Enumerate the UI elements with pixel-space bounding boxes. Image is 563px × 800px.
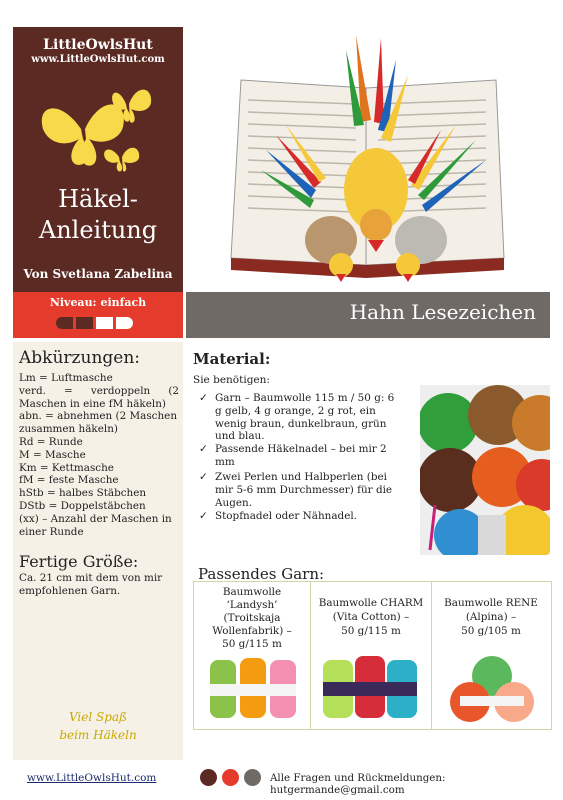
- product-photo: [186, 30, 550, 288]
- check-icon: ✓: [199, 471, 208, 483]
- abbr-item: Rd = Runde: [19, 435, 83, 448]
- title-line2: Anleitung: [38, 216, 158, 244]
- butterflies-logo: [31, 69, 171, 179]
- material-item: ✓ Stopfnadel oder Nähnadel.: [199, 510, 357, 522]
- abbr-item: abn. = abnehmen (2 Maschen zusammen häkeln): [19, 410, 178, 436]
- check-icon: ✓: [199, 443, 208, 455]
- left-info-column: [13, 342, 183, 760]
- footer-url-link[interactable]: www.LittleOwlsHut.com: [27, 772, 157, 784]
- level-block-4: [116, 317, 133, 329]
- abbr-item: (xx) – Anzahl der Maschen in einer Runde: [19, 512, 172, 538]
- size-text: Ca. 21 cm mit dem von mir empfohlenen Garn.: [19, 572, 163, 597]
- abbreviations-heading: Abkürzungen:: [19, 348, 141, 368]
- footer-dot-brown: [200, 769, 217, 786]
- abbr-item: hStb = halbes Stäbchen: [19, 487, 147, 500]
- abbr-item: M = Masche: [19, 448, 86, 461]
- product-title: Hahn Lesezeichen: [349, 300, 536, 324]
- footer-dot-red: [222, 769, 239, 786]
- material-item: ✓ Garn – Baumwolle 115 m / 50 g: 6 g gelb, 4 g orange, 2 g rot, ein wenig braun, dunkelbraun, grün und blau.: [199, 392, 395, 443]
- greeting-line1: Viel Spaß: [68, 710, 128, 724]
- material-item: ✓ Passende Häkelnadel – bei mir 2 mm: [199, 443, 387, 468]
- garn-heading: Passendes Garn:: [198, 565, 325, 583]
- abbr-item: Km = Kettmasche: [19, 461, 114, 474]
- level-block-2: [76, 317, 93, 329]
- garn-column-rene: Baumwolle RENE (Alpina) – 50 g/105 m: [432, 582, 550, 729]
- author: Von Svetlana Zabelina: [23, 267, 173, 281]
- level-label: Niveau: einfach: [49, 296, 147, 309]
- material-heading: Material:: [193, 350, 271, 368]
- brand-name: LittleOwlsHut: [43, 37, 153, 53]
- yarn-charm-photo: [319, 654, 423, 724]
- materials-photo: [420, 385, 550, 555]
- size-heading: Fertige Größe:: [19, 552, 139, 571]
- level-block-1: [56, 317, 73, 329]
- yarn-rene-photo: [440, 654, 544, 724]
- greeting-line2: beim Häkeln: [59, 728, 137, 742]
- yarn-landysh-photo: [204, 654, 300, 724]
- brand-url[interactable]: www.LittleOwlsHut.com: [31, 54, 165, 65]
- abbr-item: DStb = Doppelstäbchen: [19, 499, 146, 512]
- title-bar: [186, 292, 550, 338]
- footer-dot-grey: [244, 769, 261, 786]
- check-icon: ✓: [199, 392, 208, 404]
- check-icon: ✓: [199, 510, 208, 522]
- garn-column-charm: Baumwolle CHARM (Vita Cotton) – 50 g/115 m: [311, 582, 432, 729]
- garn-table: [193, 581, 552, 730]
- material-subheading: Sie benötigen:: [193, 374, 270, 386]
- material-item: ✓ Zwei Perlen und Halbperlen (bei mir 5-6 mm Durchmesser) für die Augen.: [199, 471, 393, 509]
- abbr-item: verd. = verdoppeln (2 Maschen in eine fM häkeln): [19, 384, 179, 410]
- abbreviations-list: [19, 372, 179, 538]
- abbr-item: fM = feste Masche: [19, 474, 119, 487]
- level-bar: [13, 292, 183, 338]
- footer-contact: Alle Fragen und Rückmeldungen: hutgermande@gmail.com: [270, 772, 446, 796]
- garn-column-landysh: Baumwolle ‘Landysh’ (Troitskaja Wollenfabrik) – 50 g/115 m: [194, 582, 311, 729]
- brand-panel: [13, 27, 183, 292]
- level-block-3: [96, 317, 113, 329]
- title-line1: Häkel-: [58, 185, 138, 213]
- abbr-item: Lm = Luftmasche: [19, 372, 113, 384]
